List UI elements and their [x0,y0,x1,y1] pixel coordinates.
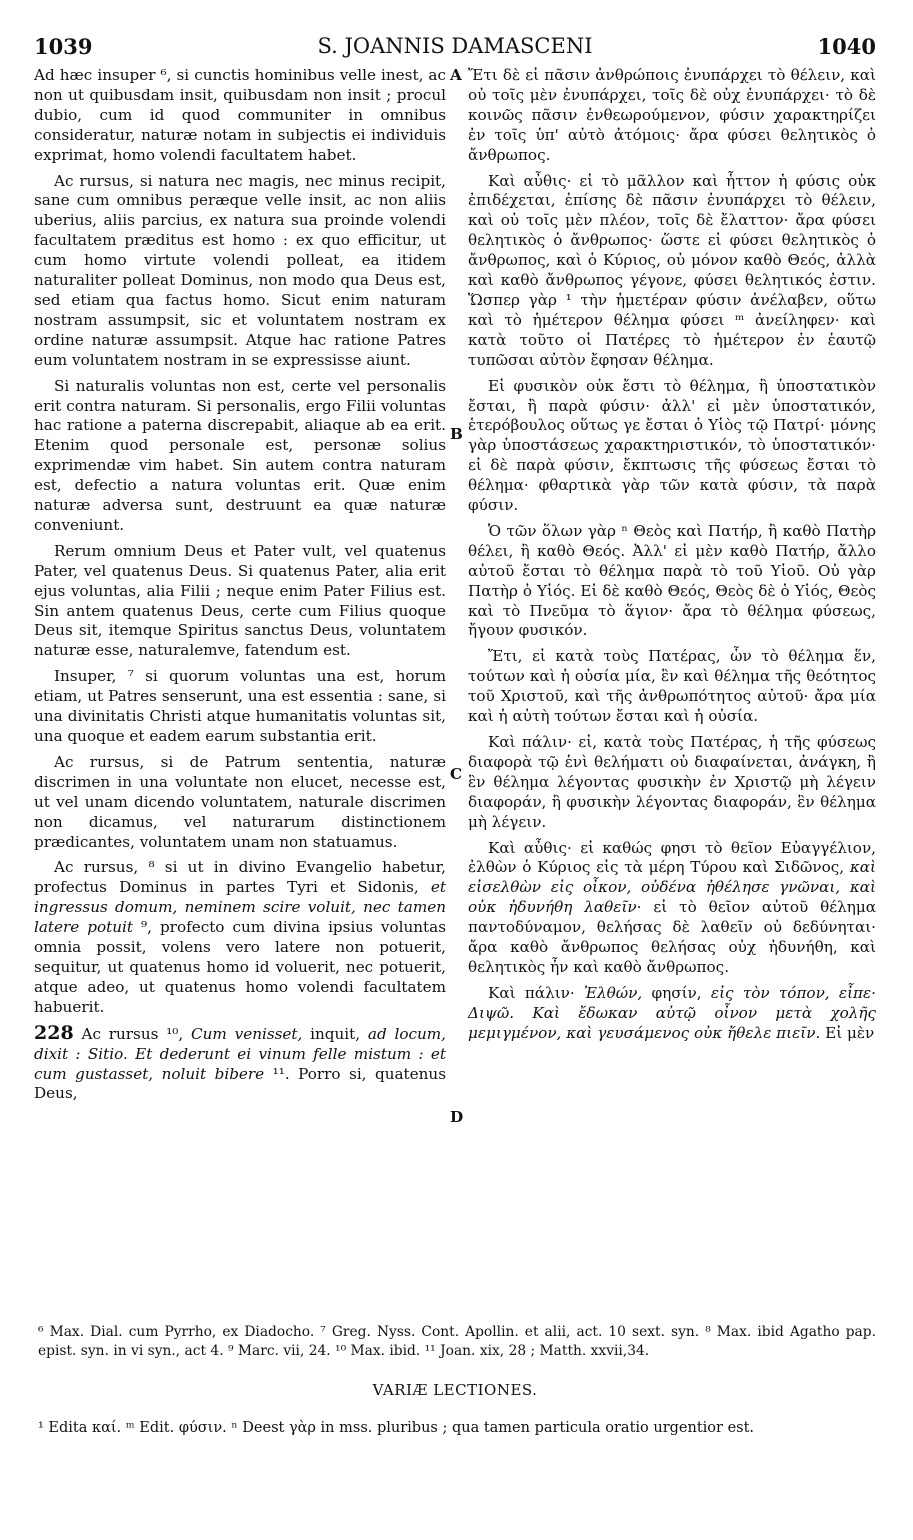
greek-paragraph: Ἔτι, εἰ κατὰ τοὺς Πατέρας, ὧν τὸ θέλημα ἕν, τούτων καὶ ἡ οὐσία μία, ἓν καὶ θέλημα τῆς θεότητος τοῦ Χριστοῦ, καὶ τῆς ἀνθρωπότητος αὐτοῦ· ἄρα μία καὶ ἡ αὐτὴ τούτων ἔσται καὶ ἡ οὐσία. [468,647,876,726]
latin-text: ¹¹. Porro si, quatenus Deus, [34,1064,446,1103]
greek-text: Εἰ μὲν [820,1023,875,1042]
greek-text: · εἰ τὸ θεῖον αὐτοῦ θέλημα παντοδύναμον, θελήσας δὲ λαθεῖν οὐ δεδύνηται· ἄρα καθὸ ἄνθρωπος θελήσας οὐχ ἠδυνήθη, καὶ θελητικὸς ἦν καὶ καθὸ ἄνθρωπος. [468,898,877,976]
latin-quote: et ingressus domum, neminem scire voluit, nec tamen latere potuit [34,878,446,937]
latin-quote: Cum venisset, [191,1024,303,1043]
greek-paragraph: Ὁ τῶν ὅλων γὰρ ⁿ Θεὸς καὶ Πατήρ, ἢ καθὸ Πατὴρ θέλει, ἢ καθὸ Θεός. Ἀλλ' εἰ μὲν καθὸ Πατήρ, ἄλλο αὐτοῦ ἔσται τὸ θέλημα παρὰ τὸ τοῦ Υἱοῦ. Οὐ γὰρ Πατὴρ ὁ Υἱός. Εἰ δὲ καθὸ Θεός, Θεὸς δὲ ὁ Υἱός, Θεὸς καὶ τὸ Πνεῦμα τὸ ἅγιον· ἄρα τὸ θέλημα φύσεως, ἤγουν φυσικόν. [468,521,876,640]
greek-text: Καὶ αὖθις· εἰ καθώς φησι τὸ θεῖον Εὐαγγέλιον, ἐλθὼν ὁ Κύριος εἰς τὰ μέρη Τύρου καὶ Σιδῶνος, [468,838,876,877]
latin-paragraph: Ac rursus, si natura nec magis, nec minus recipit, sane cum omnibus peræque velle insit, ac non aliis uberius, aliis parcius, ex natura sua proinde volendi facultatem præditus est homo : ex quo efficitur, ut cum homo virtute volendi polleat, ea itidem naturaliter polleat Dominus, non modo qua Deus est, sed etiam qua factus homo. Sicut enim naturam nostram assumpsit, sic et voluntatem nostram ex ordine naturæ assumpsit. Atque hac ratione Patres eum voluntatem nostram in se expressisse aiunt. [34,171,446,369]
latin-text: inquit, [302,1024,368,1043]
greek-quote: καὶ εἰσελθὼν εἰς οἶκον, οὐδένα ἠθέλησε γνῶναι, καὶ οὐκ ἠδυνήθη λαθεῖν [468,858,876,917]
column-number: 228 [34,1021,74,1044]
greek-quote: εἰς τὸν τόπον, εἶπε· Διψῶ. Καὶ ἔδωκαν αὐτῷ οἶνον μετὰ χολῆς μεμιγμένον, καὶ γευσάμενος οὐκ ἤθελε πιεῖν. [468,983,876,1042]
greek-paragraph: Ἔτι δὲ εἰ πᾶσιν ἀνθρώποις ἐνυπάρχει τὸ θέλειν, καὶ οὐ τοῖς μὲν ἐνυπάρχει, τοῖς δὲ οὐχ ἐνυπάρχει· τὸ δὲ κοινῶς πᾶσιν ἐνθεωρούμενον, φύσιν χαρακτηρίζει ἐν τοῖς ὑπ' αὐτὸ ἀτόμοις· ἄρα φύσει θελητικὸς ὁ ἄνθρωπος. [468,66,876,164]
greek-text: φησίν, [642,983,711,1002]
latin-text: Ac rursus, ⁸ si ut in divino Evangelio habetur, profectus Dominus in partes Tyri et Sidonis, [34,858,446,897]
latin-paragraph: Ac rursus, si de Patrum sententia, naturæ discrimen in una voluntate non elucet, necesse est, ut vel unam dicendo voluntatem, naturale discrimen non dicamus, vel naturarum distinctionem prædicantes, voluntatem unam non statuamus. [34,752,446,851]
footnote-line: ⁶ Max. Dial. cum Pyrrho, ex Diadocho. ⁷ Greg. Nyss. Cont. Apollin. et alii, act. 10 sext. syn. ⁸ Max. ibid Agatho pap. epist. syn. in vi syn., act 4. ⁹ Marc. vii, 24. ¹⁰ Max. ibid. ¹¹ Joan. xix, 28 ; Matth. xxvii,34. [38,1324,876,1359]
variant-readings: ¹ Edita καί. ᵐ Edit. φύσιν. ⁿ Deest γὰρ in mss. pluribus ; qua tamen particula oratio urgentior est. [38,1420,755,1436]
greek-quote: Ἐλθών, [584,983,643,1002]
variae-lectiones-heading: VARIÆ LECTIONES. [372,1381,538,1399]
latin-paragraph: Insuper, ⁷ si quorum voluntas una est, horum etiam, ut Patres senserunt, una est essentia : sane, si una divinitatis Christi atque humanitatis voluntas sit, una quoque et eadem earum substantia erit. [34,667,446,745]
greek-text: Καὶ πάλιν· [488,983,585,1002]
page-header [34,34,876,64]
variae-lectiones-text [38,1419,876,1438]
greek-paragraph: Εἰ φυσικὸν οὐκ ἔστι τὸ θέλημα, ἢ ὑποστατικὸν ἔσται, ἢ παρὰ φύσιν· ἀλλ' εἰ μὲν ὑποστατικόν, ἑτερόβουλος οὕτως γε ἔσται ὁ Υἱὸς τῷ Πατρί· μόνης γὰρ ὑποστάσεως χαρακτηριστικόν, τὸ ὑποστατικόν· εἰ δὲ παρὰ φύσιν, ἔκπτωσις τῆς φύσεως ἔσται τὸ θέλημα· φθαρτικὰ γὰρ τῶν κατὰ φύσιν, τὰ παρὰ φύσιν. [468,376,876,515]
latin-column [34,66,446,1110]
latin-paragraph [34,1021,446,1105]
left-page-number: 1039 [34,34,93,59]
latin-paragraph: Rerum omnium Deus et Pater vult, vel quatenus Pater, vel quatenus Deus. Si quatenus Pater, alia erit ejus voluntas, alia Filii ; neque enim Pater Filius est. Sin antem quatenus Deus, certe cum Filius quoque Deus sit, itemque Spiritus sanctus Deus, voluntatem naturæ esse, naturalemve, fatendum est. [34,541,446,660]
margin-marker-a: A [450,66,462,84]
running-title: S. JOANNIS DAMASCENI [317,34,593,58]
latin-paragraph: Ad hæc insuper ⁶, si cunctis hominibus velle inest, ac non ut quibusdam insit, quibusdam non insit ; procul dubio, cum id quod communiter in omnibus consideratur, naturæ notam in subjectis ei individuis exprimat, homo volendi facultatem habet. [34,66,446,164]
latin-text: ⁹, profecto cum divina ipsius voluntas omnia possit, volens vero latere non potuerit, sequitur, ut quatenus homo id voluerit, nec potuerit, atque adeo, ut quatenus homo volendi facultatem habuerit. [34,918,446,1016]
margin-marker-c: C [450,765,463,783]
margin-marker-d: D [450,1108,464,1126]
latin-text: Ac rursus ¹⁰, [73,1024,192,1043]
margin-marker-b: B [450,425,463,443]
latin-quote: ad locum, dixit : Sitio. Et dederunt ei vinum felle mistum : et cum gustasset, noluit bibere [34,1024,446,1083]
greek-column [468,66,876,1050]
greek-paragraph [468,984,876,1044]
latin-paragraph: Si naturalis voluntas non est, certe vel personalis erit contra naturam. Si personalis, ergo Filii voluntas hac ratione a paterna discrepabit, aliaque ab ea erit. Etenim quod personale est, personæ solius exprimendæ vim habet. Sin autem contra naturam est, defectio a natura voluntas erit. Quæ enim naturæ adversa sunt, destruunt ea quæ naturæ conveniunt. [34,376,446,534]
greek-paragraph: Καὶ πάλιν· εἰ, κατὰ τοὺς Πατέρας, ἡ τῆς φύσεως διαφορὰ τῷ ἑνὶ θελήματι οὐ διαφαίνεται, ἀνάγκη, ἢ ἓν θέλημα λέγοντας φυσικὴν ἐν Χριστῷ μὴ λέγειν διαφοράν, ἢ φυσικὴν λέγοντας διαφοράν, ἓν θέλημα μὴ λέγειν. [468,733,876,831]
latin-paragraph [34,858,446,1017]
greek-paragraph [468,839,876,978]
greek-paragraph: Καὶ αὖθις· εἰ τὸ μᾶλλον καὶ ἧττον ἡ φύσις οὐκ ἐπιδέχεται, ἐπίσης δὲ πᾶσιν ἐνυπάρχει τὸ θέλειν, καὶ οὐ τοῖς μὲν πλέον, τοῖς δὲ ἔλαττον· ἄρα φύσει θελητικὸς ὁ ἄνθρωπος· ὥστε εἰ φύσει θελητικὸς ὁ ἄνθρωπος, καὶ ὁ Κύριος, οὐ μόνον καθὸ Θεός, ἀλλὰ καὶ καθὸ ἄνθρωπος γέγονε, φύσει θελητικός ἐστιν. Ὥσπερ γὰρ ¹ τὴν ἡμετέραν φύσιν ἀνέλαβεν, οὕτω καὶ τὸ ἡμέτερον θέλημα φύσει ᵐ ἀνείληφεν· καὶ κατὰ τοῦτο οἱ Πατέρες τὸ ἡμέτερον ἐν ἑαυτῷ τυπῶσαι αὐτὸν ἔφησαν θέλημα. [468,171,876,369]
footnotes [38,1323,876,1361]
right-page-number: 1040 [817,34,876,59]
